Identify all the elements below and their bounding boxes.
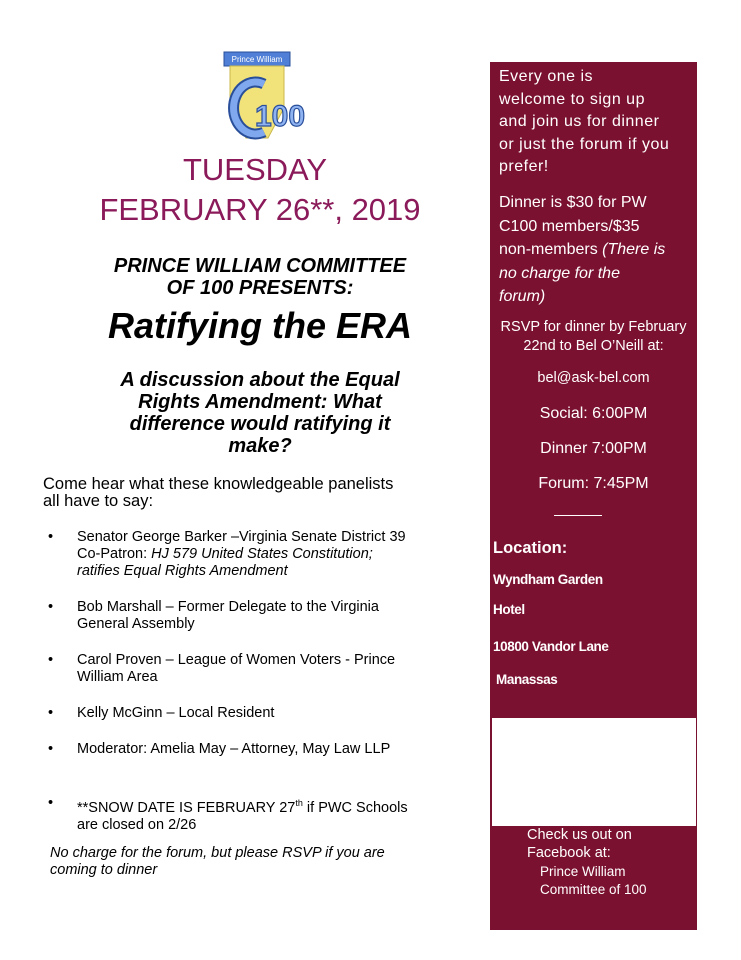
welcome-line: Every one is bbox=[499, 68, 594, 85]
snow-date-line: are closed on 2/26 bbox=[77, 816, 197, 833]
welcome-line: or just the forum if you bbox=[499, 135, 670, 153]
panelist-line: General Assembly bbox=[77, 616, 195, 632]
bullet: • bbox=[48, 599, 54, 615]
pwc100-logo bbox=[222, 50, 312, 150]
panelist-line: Moderator: Amelia May – Attorney, May Law LLP bbox=[77, 741, 391, 757]
subtitle-line-4: make? bbox=[228, 435, 292, 457]
intro-line-1: Come hear what these knowledgeable panelists bbox=[43, 475, 394, 493]
welcome-line: prefer! bbox=[499, 158, 549, 175]
facebook-line: Facebook at: bbox=[527, 845, 611, 861]
panelist-line: Bob Marshall – Former Delegate to the Virginia bbox=[77, 599, 379, 615]
event-subtitle bbox=[70, 369, 450, 457]
footer-note-line: No charge for the forum, but please RSVP if you are bbox=[50, 845, 385, 861]
panelist-line bbox=[77, 563, 468, 580]
snow-date-sup: th bbox=[295, 798, 303, 808]
location-label: Location: bbox=[493, 539, 568, 557]
info-sidebar bbox=[490, 62, 697, 930]
welcome-line: and join us for dinner bbox=[499, 113, 660, 130]
rsvp-line: 22nd to Bel O’Neill at: bbox=[523, 338, 664, 354]
logo-mark-text: 100 bbox=[254, 100, 306, 133]
rsvp-email: bel@ask-bel.com bbox=[537, 370, 650, 386]
footer-note-line: coming to dinner bbox=[50, 862, 158, 878]
snow-date-item bbox=[48, 795, 468, 834]
event-date: FEBRUARY 26**, 2019 bbox=[99, 192, 421, 227]
bullet: • bbox=[48, 705, 54, 721]
panelist-line: Carol Proven – League of Women Voters - Prince bbox=[77, 652, 396, 668]
intro-line-2: all have to say: bbox=[43, 492, 154, 510]
facebook-line: Check us out on bbox=[527, 827, 632, 843]
bullet: • bbox=[48, 529, 54, 545]
divider bbox=[554, 515, 602, 516]
snow-date-text: if PWC Schools bbox=[302, 799, 408, 816]
social-time: Social: 6:00PM bbox=[539, 405, 648, 422]
panelist-line: William Area bbox=[77, 669, 158, 685]
panelist-line bbox=[77, 546, 468, 563]
facebook-line: Prince William bbox=[540, 864, 626, 879]
event-day: TUESDAY bbox=[182, 152, 328, 187]
location-venue: Wyndham Garden bbox=[493, 572, 603, 587]
price-text-note: forum) bbox=[499, 288, 546, 305]
rsvp-line: RSVP for dinner by February bbox=[500, 319, 687, 335]
panelist-bill-text: HJ 579 United States Constitution; bbox=[151, 546, 373, 562]
welcome-line: welcome to sign up bbox=[499, 90, 645, 108]
dinner-time: Dinner 7:00PM bbox=[540, 440, 647, 457]
presenter-heading bbox=[60, 255, 460, 299]
panelist-text: Co-Patron: bbox=[77, 546, 152, 562]
panelist-item bbox=[48, 741, 468, 758]
price-line bbox=[499, 238, 694, 262]
location-venue-2: Hotel bbox=[493, 602, 525, 617]
price-line: C100 members/$35 bbox=[499, 217, 640, 235]
price-line bbox=[499, 262, 694, 286]
price-text bbox=[499, 191, 694, 309]
facebook-prompt bbox=[527, 826, 692, 862]
event-title: Ratifying the ERA bbox=[107, 305, 412, 346]
subtitle-line-1: A discussion about the Equal bbox=[120, 369, 400, 391]
location-city: Manassas bbox=[496, 672, 558, 687]
bullet: • bbox=[48, 741, 54, 757]
panelist-list bbox=[48, 529, 468, 853]
facebook-page-name bbox=[540, 863, 695, 899]
price-line: Dinner is $30 for PW bbox=[499, 194, 647, 211]
logo-banner-text: Prince William bbox=[231, 55, 283, 64]
panelist-item bbox=[48, 529, 468, 580]
snow-date-line bbox=[77, 795, 468, 817]
location-street: 10800 Vandor Lane bbox=[493, 639, 609, 654]
price-text-plain: non-members bbox=[499, 241, 603, 258]
price-text-note: no charge for the bbox=[499, 264, 620, 282]
footer-note bbox=[50, 845, 470, 879]
price-line bbox=[499, 285, 694, 309]
presenter-line-2: OF 100 PRESENTS: bbox=[166, 277, 354, 299]
facebook-line: Committee of 100 bbox=[540, 882, 647, 897]
rsvp-text bbox=[490, 318, 697, 356]
presenter-line-1: PRINCE WILLIAM COMMITTEE bbox=[113, 255, 407, 277]
welcome-text bbox=[499, 66, 694, 179]
price-text-note: (There is bbox=[602, 241, 666, 258]
panelist-line: Senator George Barker –Virginia Senate District 39 bbox=[77, 529, 406, 545]
snow-date-text: **SNOW DATE IS FEBRUARY 27 bbox=[77, 799, 296, 816]
forum-time: Forum: 7:45PM bbox=[538, 475, 649, 492]
bullet: • bbox=[48, 795, 54, 811]
panelists-intro bbox=[43, 476, 463, 510]
panelist-item bbox=[48, 705, 468, 722]
panelist-bill-text: ratifies Equal Rights Amendment bbox=[77, 563, 288, 579]
subtitle-line-3: difference would ratifying it bbox=[129, 413, 391, 435]
panelist-item bbox=[48, 652, 468, 686]
bullet: • bbox=[48, 652, 54, 668]
blank-panel bbox=[492, 718, 696, 826]
panelist-item bbox=[48, 599, 468, 633]
subtitle-line-2: Rights Amendment: What bbox=[138, 391, 382, 413]
panelist-line: Kelly McGinn – Local Resident bbox=[77, 705, 275, 721]
